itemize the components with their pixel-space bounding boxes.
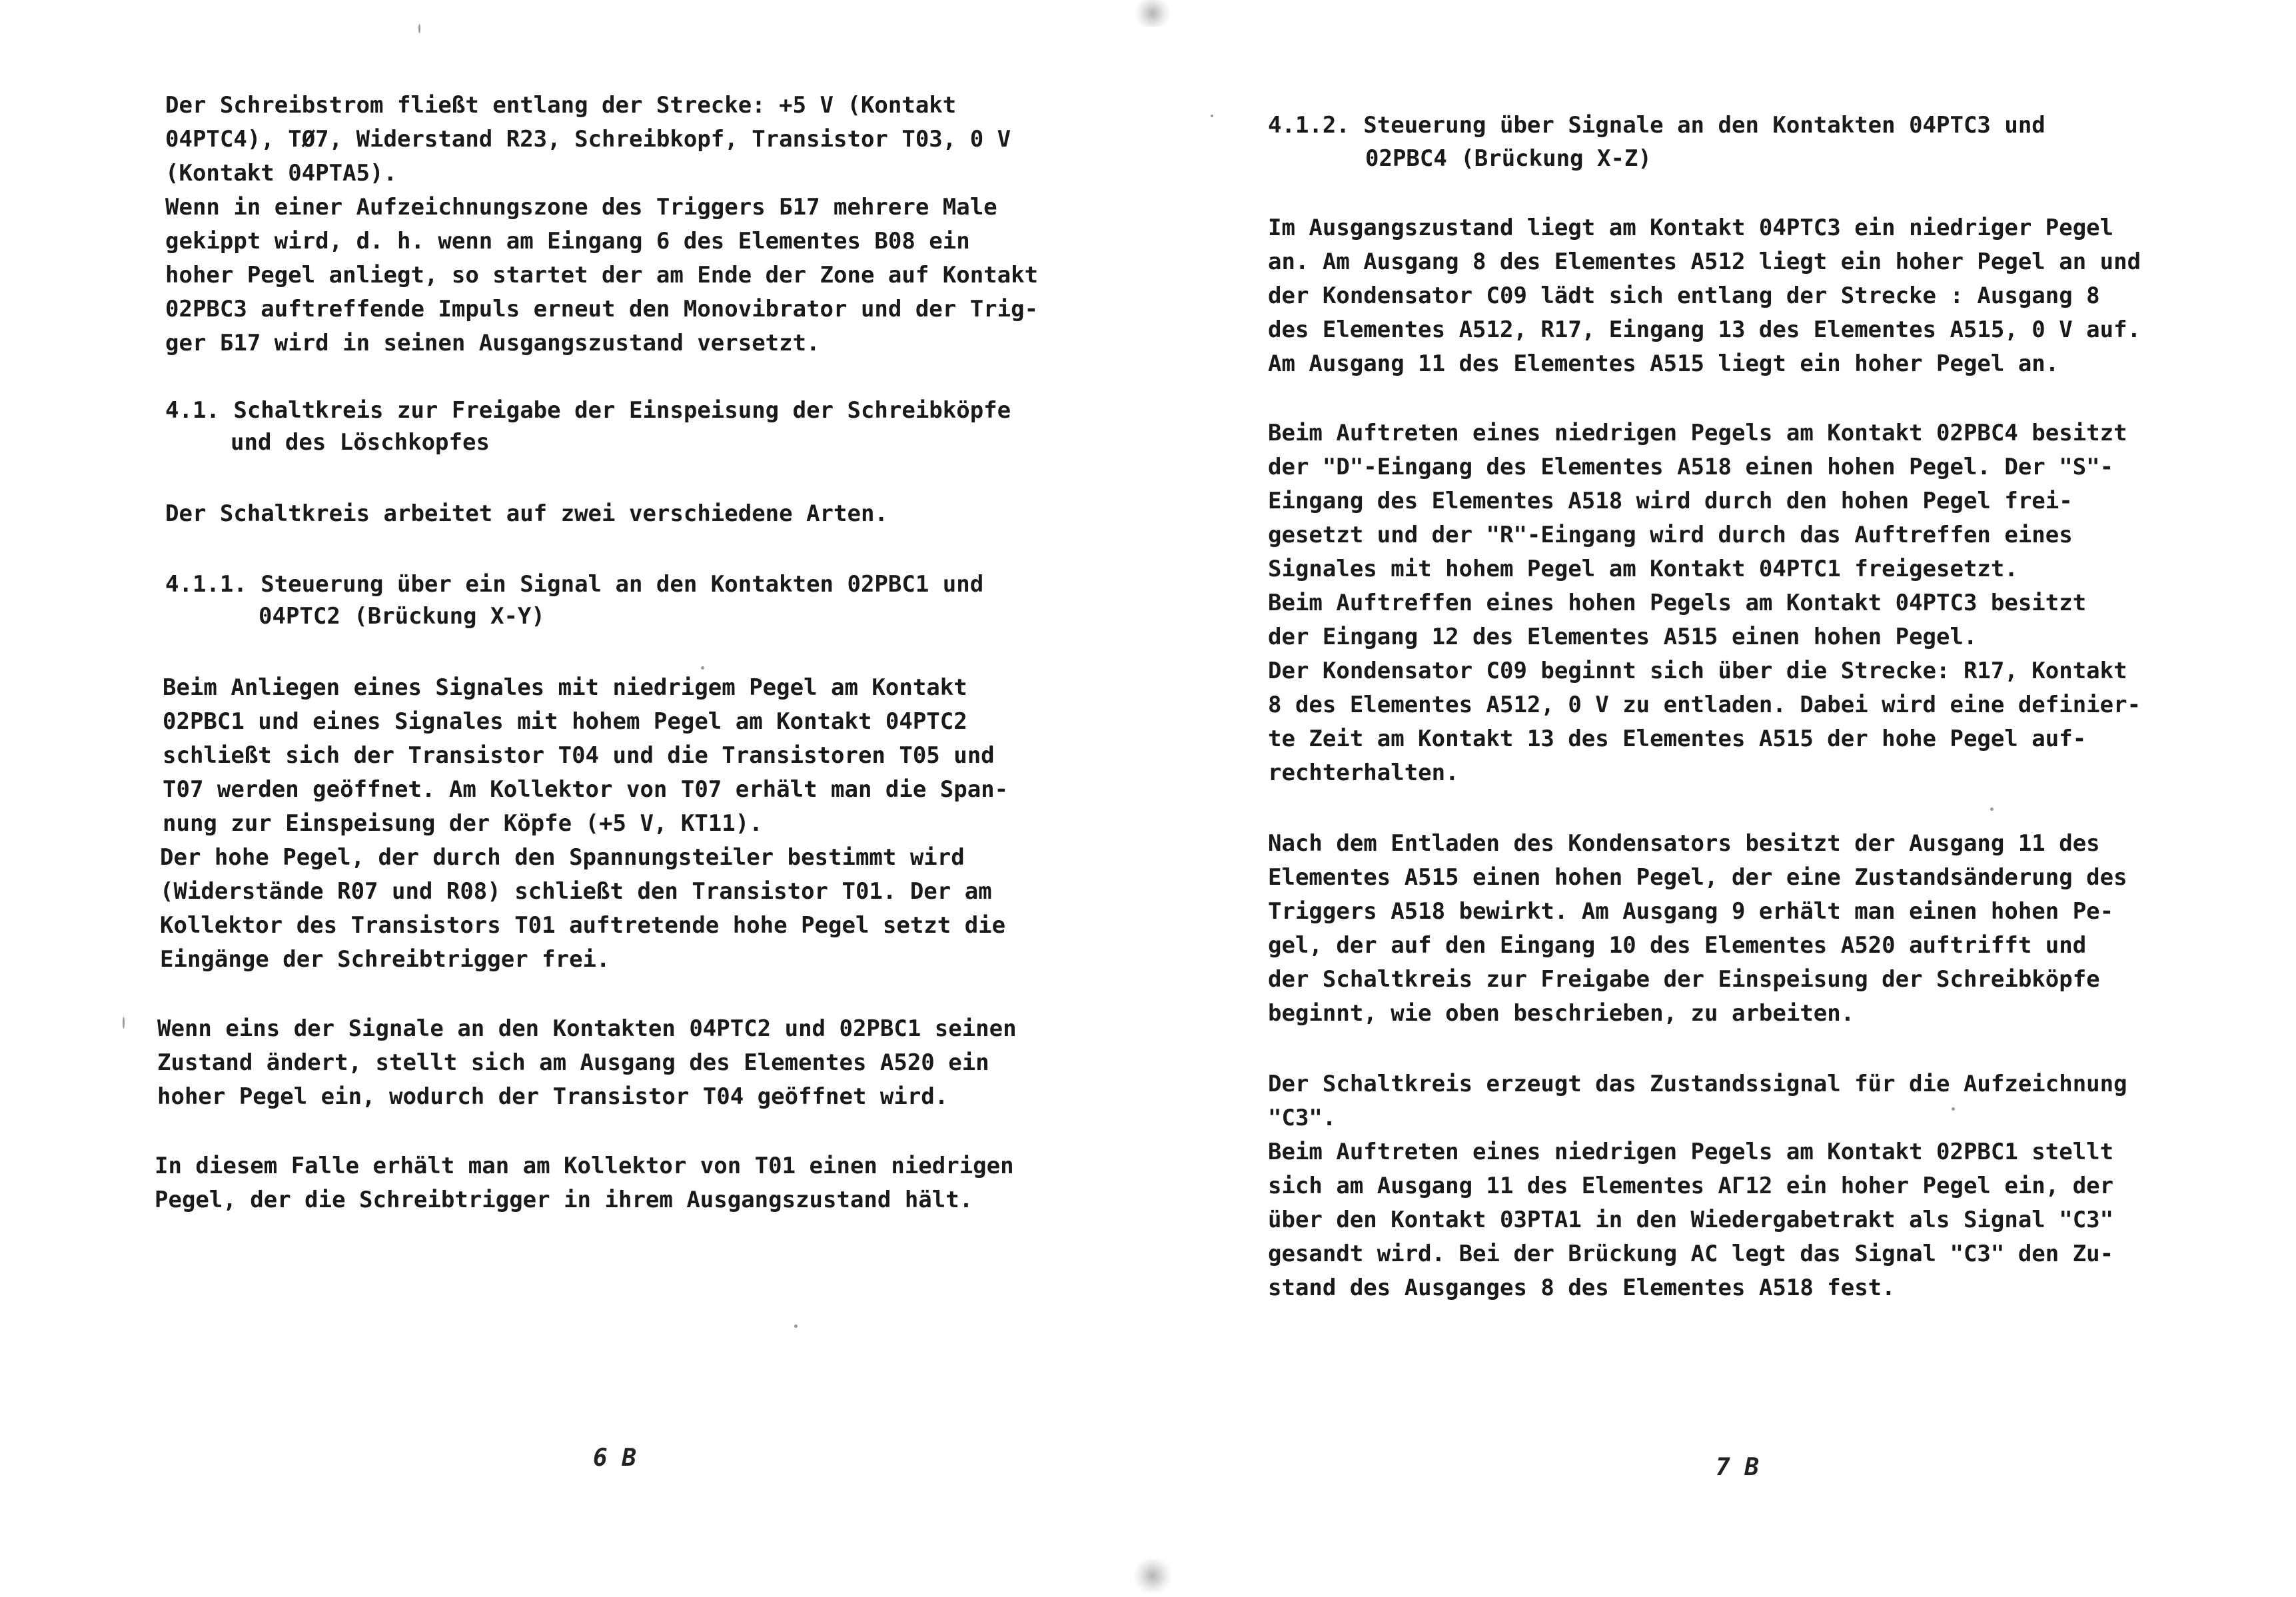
text-line: des Elementes A512, R17, Eingang 13 des Elementes A515, 0 V auf.	[1268, 316, 2141, 343]
text-line: beginnt, wie oben beschrieben, zu arbeiten.	[1268, 1000, 1855, 1027]
text-line: hoher Pegel ein, wodurch der Transistor T04 geöffnet wird.	[157, 1083, 949, 1110]
text-line: Der hohe Pegel, der durch den Spannungsteiler bestimmt wird	[160, 844, 965, 871]
text-line: gesandt wird. Bei der Brückung AC legt das Signal "C3" den Zu-	[1268, 1241, 2114, 1267]
text-line: Signales mit hohem Pegel am Kontakt 04PTC1 freigesetzt.	[1268, 556, 2018, 582]
text-line: Pegel, der die Schreibtrigger in ihrem Ausgangszustand hält.	[155, 1187, 973, 1213]
text-line: Kollektor des Transistors T01 auftretende hohe Pegel setzt die	[160, 912, 1006, 939]
text-line: stand des Ausganges 8 des Elementes A518 fest.	[1268, 1275, 1896, 1301]
binding-shadow-bottom	[1133, 1559, 1173, 1592]
text-line: nung zur Einspeisung der Köpfe (+5 V, KT11).	[163, 810, 763, 837]
text-line: Beim Auftreten eines niedrigen Pegels am Kontakt 02PBC1 stellt	[1268, 1139, 2114, 1165]
text-line: Der Kondensator C09 beginnt sich über die Strecke: R17, Kontakt	[1268, 658, 2127, 684]
section-heading: 4.1.1. Steuerung über ein Signal an den Kontakten 02PBC1 und	[165, 571, 984, 598]
text-line: Elementes A515 einen hohen Pegel, der eine Zustandsänderung des	[1268, 864, 2127, 891]
scan-speck	[123, 1017, 125, 1029]
section-heading: 04PTC2 (Brückung X-Y)	[259, 603, 545, 630]
text-line: hoher Pegel anliegt, so startet der am Ende der Zone auf Kontakt	[165, 262, 1039, 288]
page-number: 7 B	[1716, 1454, 1760, 1481]
scan-speck	[1952, 1107, 1955, 1111]
text-line: 04PTC4), TØ7, Widerstand R23, Schreibkopf, Transistor T03, 0 V	[165, 126, 1011, 153]
text-line: Der Schreibstrom fließt entlang der Strecke: +5 V (Kontakt	[165, 92, 957, 119]
text-line: Im Ausgangszustand liegt am Kontakt 04PTC3 ein niedriger Pegel	[1268, 215, 2114, 241]
section-heading: 4.1.2. Steuerung über Signale an den Kontakten 04PTC3 und	[1268, 112, 2045, 139]
text-line: "C3".	[1268, 1105, 1337, 1131]
text-line: Der Schaltkreis erzeugt das Zustandssignal für die Aufzeichnung	[1268, 1071, 2127, 1097]
text-line: gel, der auf den Eingang 10 des Elementes A520 auftrifft und	[1268, 932, 2087, 959]
text-line: 02PBC3 auftreffende Impuls erneut den Monovibrator und der Trig-	[165, 296, 1039, 322]
scan-speck	[794, 1325, 798, 1328]
text-line: der Kondensator C09 lädt sich entlang der Strecke : Ausgang 8	[1268, 282, 2100, 309]
text-line: gekippt wird, d. h. wenn am Eingang 6 des Elementes B08 ein	[165, 228, 970, 255]
text-line: der Schaltkreis zur Freigabe der Einspeisung der Schreibköpfe	[1268, 966, 2100, 993]
text-line: (Kontakt 04PTA5).	[165, 160, 397, 187]
text-line: Triggers A518 bewirkt. Am Ausgang 9 erhält man einen hohen Pe-	[1268, 898, 2114, 925]
section-heading: 4.1. Schaltkreis zur Freigabe der Einspeisung der Schreibköpfe	[165, 397, 1011, 424]
text-line: Eingang des Elementes A518 wird durch den hohen Pegel frei-	[1268, 488, 2073, 514]
text-line: Eingänge der Schreibtrigger frei.	[160, 946, 610, 973]
text-line: In diesem Falle erhält man am Kollektor von T01 einen niedrigen	[155, 1153, 1014, 1179]
text-line: Beim Auftreten eines niedrigen Pegels am Kontakt 02PBC4 besitzt	[1268, 420, 2127, 446]
text-line: der Eingang 12 des Elementes A515 einen hohen Pegel.	[1268, 624, 1978, 650]
scan-speck	[701, 666, 704, 670]
text-line: Wenn eins der Signale an den Kontakten 04PTC2 und 02PBC1 seinen	[157, 1015, 1017, 1042]
text-line: Nach dem Entladen des Kondensators besitzt der Ausgang 11 des	[1268, 830, 2100, 857]
text-line: schließt sich der Transistor T04 und die Transistoren T05 und	[163, 742, 995, 769]
text-line: gesetzt und der "R"-Eingang wird durch das Auftreffen eines	[1268, 522, 2073, 548]
text-line: Wenn in einer Aufzeichnungszone des Triggers Б17 mehrere Male	[165, 194, 997, 221]
text-line: 02PBC1 und eines Signales mit hohem Pegel am Kontakt 04PTC2	[163, 708, 967, 735]
text-line: über den Kontakt 03PTA1 in den Wiedergabetrakt als Signal "C3"	[1268, 1207, 2114, 1233]
text-line: Beim Anliegen eines Signales mit niedrigem Pegel am Kontakt	[163, 674, 967, 701]
text-line: 8 des Elementes A512, 0 V zu entladen. Dabei wird eine definier-	[1268, 692, 2141, 718]
scan-speck	[1990, 807, 1994, 811]
text-line: der "D"-Eingang des Elementes A518 einen hohen Pegel. Der "S"-	[1268, 454, 2114, 480]
scan-speck	[1211, 115, 1213, 117]
text-line: T07 werden geöffnet. Am Kollektor von T07 erhält man die Span-	[163, 776, 1009, 803]
text-line: Am Ausgang 11 des Elementes A515 liegt ein hoher Pegel an.	[1268, 350, 2059, 377]
text-line: Zustand ändert, stellt sich am Ausgang des Elementes A520 ein	[157, 1049, 989, 1076]
text-line: Der Schaltkreis arbeitet auf zwei verschiedene Arten.	[165, 500, 888, 527]
section-heading: und des Löschkopfes	[231, 429, 490, 456]
text-line: (Widerstände R07 und R08) schließt den Transistor T01. Der am	[160, 878, 992, 905]
right-page	[1148, 0, 2296, 1597]
text-line: ger Б17 wird in seinen Ausgangszustand versetzt.	[165, 330, 820, 356]
binding-shadow-top	[1133, 0, 1173, 27]
text-line: Beim Auftreffen eines hohen Pegels am Kontakt 04PTC3 besitzt	[1268, 590, 2087, 616]
text-line: rechterhalten.	[1268, 760, 1459, 786]
text-line: te Zeit am Kontakt 13 des Elementes A515 der hohe Pegel auf-	[1268, 726, 2087, 752]
scan-speck	[418, 24, 420, 33]
section-heading: 02PBC4 (Brückung X-Z)	[1365, 145, 1652, 172]
page-number: 6 B	[593, 1444, 637, 1472]
text-line: an. Am Ausgang 8 des Elementes A512 liegt ein hoher Pegel an und	[1268, 249, 2141, 275]
text-line: sich am Ausgang 11 des Elementes AГ12 ein hoher Pegel ein, der	[1268, 1173, 2114, 1199]
